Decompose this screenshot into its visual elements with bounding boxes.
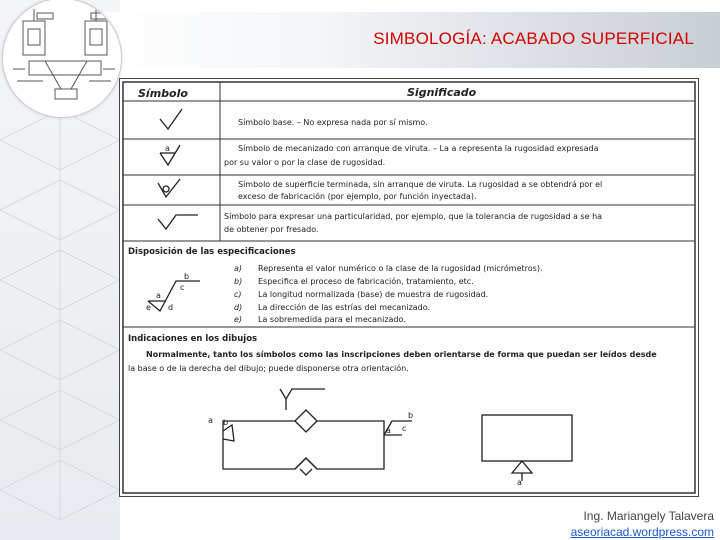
row-2-meaning-line-1: Símbolo de mecanizado con arranque de viruta. – La a representa la rugosidad expresada <box>238 144 599 153</box>
drawing-label-a-left: a <box>208 416 213 425</box>
row-3-meaning-line-1: Símbolo de superficie terminada, sin arranque de viruta. La rugosidad a se obtendrá por el <box>238 180 603 189</box>
spec-key-a: a) <box>234 264 243 273</box>
spec-text-b: Especifica el proceso de fabricación, tratamiento, etc. <box>258 277 474 286</box>
symbol-column-header: Símbolo <box>138 87 188 100</box>
spec-symbol-label-b: b <box>184 272 190 281</box>
spec-text-c: La longitud normalizada (base) de muestra de rugosidad. <box>258 290 489 299</box>
slide-title: SIMBOLOGÍA: ACABADO SUPERFICIAL <box>373 29 694 48</box>
specifications-section-title: Disposición de las especificaciones <box>128 247 296 257</box>
spec-list <box>234 263 542 324</box>
spec-text-d: La dirección de las estrías del mecanizado. <box>258 303 431 312</box>
spec-key-c: c) <box>234 290 242 299</box>
row-2-symbol-label: a <box>165 144 170 153</box>
row-4-meaning-line-1: Símbolo para expresar una particularidad, por ejemplo, que la tolerancia de rugosidad a se ha <box>224 212 603 221</box>
spec-symbol-label-d: d <box>168 303 174 312</box>
spec-key-b: b) <box>234 277 243 286</box>
machining-roughness-symbol-icon <box>160 145 180 165</box>
base-roughness-symbol-icon <box>160 109 182 129</box>
drawing-label-b-left: b <box>223 418 229 427</box>
row-1-meaning: Símbolo base. – No expresa nada por sí mismo. <box>238 118 428 127</box>
author-name: Ing. Mariangely Talavera <box>583 509 714 523</box>
website-link[interactable]: aseoriacad.wordpress.com <box>570 525 714 539</box>
surface-finish-document <box>119 78 699 497</box>
footer <box>571 508 714 540</box>
drawing-label-b-right: b <box>408 411 414 420</box>
spec-text-e: La sobremedida para el mecanizado. <box>258 315 406 324</box>
row-2-meaning-line-2: por su valor o por la clase de rugosidad. <box>224 158 386 167</box>
spec-symbol-label-a: a <box>156 291 161 300</box>
spec-text-a: Representa el valor numérico o la clase de la rugosidad (micrómetros). <box>258 264 543 273</box>
finished-surface-symbol-icon <box>158 179 180 197</box>
meaning-column-header: Significado <box>407 86 477 99</box>
indications-section-title: Indicaciones en los dibujos <box>128 334 258 344</box>
drawing-label-c-right: c <box>402 424 407 433</box>
spec-symbol-label-e: e <box>146 303 151 312</box>
drawing-label-a-bottom: a <box>517 478 522 487</box>
particularity-symbol-icon <box>158 215 198 229</box>
indications-text-line-1: Normalmente, tanto los símbolos como las inscripciones deben orientarse de forma que puedan ser leídos desde <box>146 350 657 359</box>
spec-key-d: d) <box>234 303 243 312</box>
technical-drawing-logo-icon <box>3 0 121 117</box>
row-4-meaning-line-2: de obtener por fresado. <box>224 225 319 234</box>
spec-symbol-label-c: c <box>180 283 185 292</box>
example-box-drawing <box>482 415 572 481</box>
drawing-label-a-right: a <box>386 426 391 435</box>
spec-key-e: e) <box>234 315 243 324</box>
indications-text-line-2: la base o de la derecha del dibujo; puede disponerse otra orientación. <box>128 364 409 373</box>
title-bar <box>96 12 720 68</box>
row-3-meaning-line-2: exceso de fabricación (por ejemplo, por función inyectada). <box>238 192 477 201</box>
example-part-drawing <box>223 389 412 475</box>
logo <box>2 0 122 118</box>
